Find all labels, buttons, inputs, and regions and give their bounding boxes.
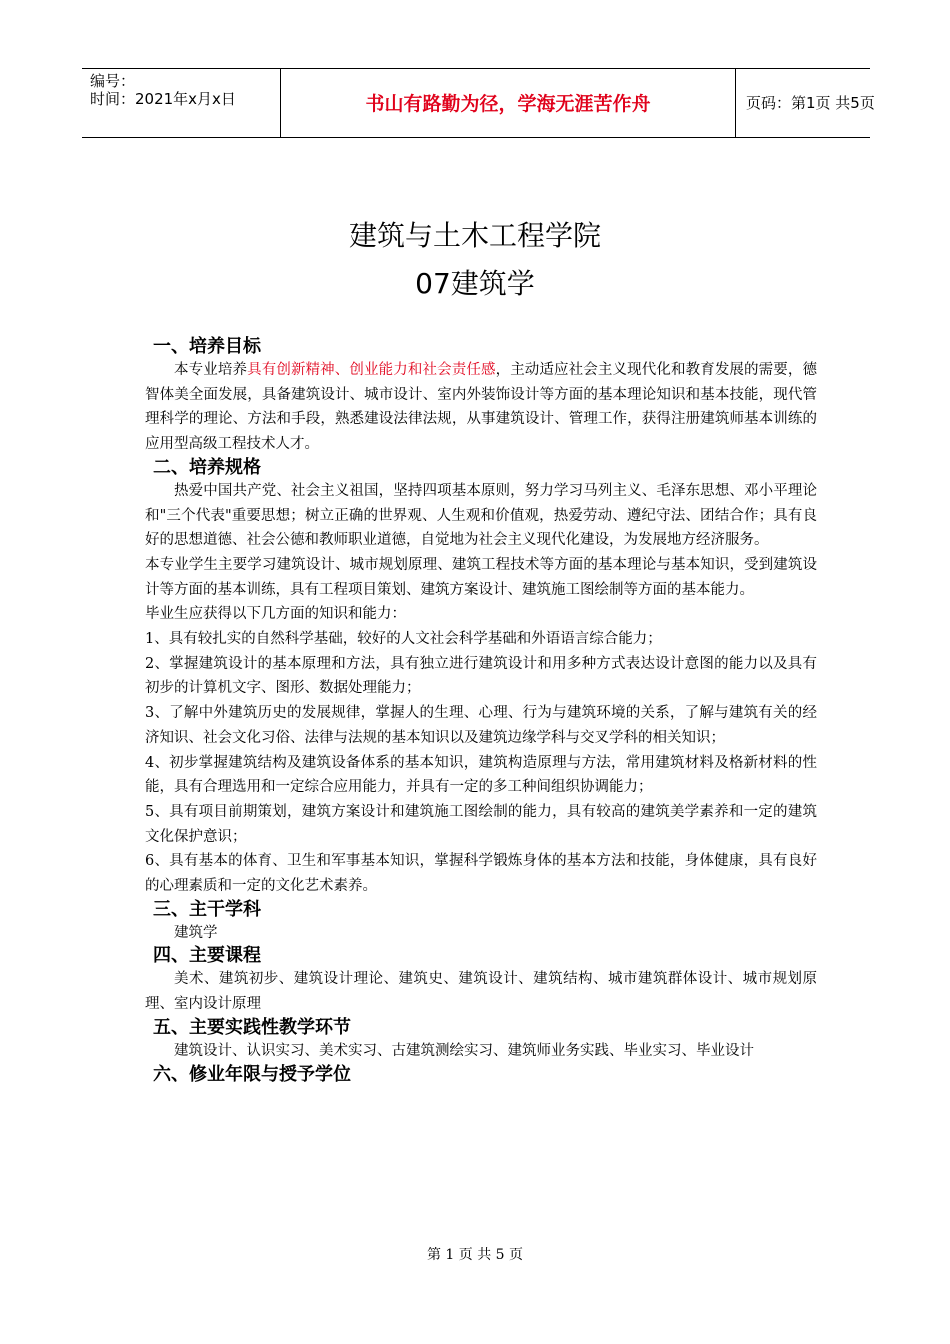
- header-right-cell: [736, 69, 875, 137]
- specs-paragraph-1: 热爱中国共产党、社会主义祖国，坚持四项基本原则，努力学习马列主义、毛泽东思想、邓小平理论和"三个代表"重要思想；树立正确的世界观、人生观和价值观，热爱劳动、遵纪守法、团结合作；具有良好的思想道德、社会公德和教师职业道德，自觉地为社会主义现代化建设，为发展地方经济服务。: [145, 482, 817, 549]
- specs-item-4: 4、初步掌握建筑结构及建筑设备体系的基本知识，建筑构造原理与方法，常用建筑材料及格新材料的性能，具有合理选用和一定综合应用能力，并具有一定的多工种间组织协调能力；: [145, 754, 817, 796]
- section-heading-training-specs: 二、培养规格: [153, 456, 261, 478]
- main-courses-text: 美术、建筑初步、建筑设计理论、建筑史、建筑设计、建筑结构、城市建筑群体设计、城市规划原理、室内设计原理: [145, 971, 817, 1013]
- header-left-cell: [82, 69, 281, 137]
- number-label: 编号：: [90, 72, 136, 90]
- header-middle-cell: [281, 69, 736, 137]
- specs-paragraph-2: 本专业学生主要学习建筑设计、城市规划原理、建筑工程技术等方面的基本理论与基本知识，受到建筑设计等方面的基本训练，具有工程项目策划、建筑方案设计、建筑施工图绘制等方面的基本能力。: [145, 556, 817, 598]
- header-motto: 书山有路勤为径，学海无涯苦作舟: [365, 93, 651, 115]
- specs-item-1: 1、具有较扎实的自然科学基础，较好的人文社会科学基础和外语语言综合能力；: [145, 631, 662, 648]
- goals-text-pre: 本专业培养: [174, 362, 248, 378]
- page-footer: 第 1 页 共 5 页: [426, 1247, 524, 1263]
- specs-item-6: 6、具有基本的体育、卫生和军事基本知识，掌握科学锻炼身体的基本方法和技能，身体健康，具有良好的心理素质和一定的文化艺术素养。: [145, 853, 817, 895]
- specs-paragraph-3: 毕业生应获得以下几方面的知识和能力：: [145, 606, 406, 623]
- school-title: 建筑与土木工程学院: [348, 219, 601, 252]
- specs-item-5: 5、具有项目前期策划，建筑方案设计和建筑施工图绘制的能力，具有较高的建筑美学素养和一定的建筑文化保护意识；: [145, 803, 817, 845]
- page-header: [82, 68, 875, 138]
- goals-highlight: 具有创新精神、创业能力和社会责任感: [247, 362, 496, 378]
- section-heading-main-discipline: 三、主干学科: [153, 898, 261, 920]
- section-heading-main-courses: 四、主要课程: [153, 945, 261, 967]
- training-goals-paragraph: [145, 358, 817, 457]
- goals-text-post: ，主动适应社会主义现代化和教育发展的需要，德智体美全面发展，具备建筑设计、城市设计、室内外装饰设计等方面的基本理论知识和基本技能，现代管理科学的理论、方法和手段，熟悉建设法律法规，从事建筑设计、管理工作，获得注册建筑师基本训练的应用型高级工程技术人才。: [145, 362, 818, 453]
- document-body: [145, 336, 817, 1086]
- section-heading-duration-degree: 六、修业年限与授予学位: [153, 1063, 351, 1085]
- section-heading-practice: 五、主要实践性教学环节: [153, 1016, 351, 1038]
- main-discipline-text: 建筑学: [174, 924, 218, 941]
- section-heading-training-goals: 一、培养目标: [153, 336, 261, 357]
- specs-item-3: 3、了解中外建筑历史的发展规律，掌握人的生理、心理、行为与建筑环境的关系，了解与建筑有关的经济知识、社会文化习俗、法律与法规的基本知识以及建筑边缘学科与交叉学科的相关知识；: [145, 705, 817, 746]
- specs-item-2: 2、掌握建筑设计的基本原理和方法，具有独立进行建筑设计和用多种方式表达设计意图的能力以及具有初步的计算机文字、图形、数据处理能力；: [145, 655, 817, 697]
- time-label: 时间：2021年x月x日: [90, 90, 236, 108]
- practice-text: 建筑设计、认识实习、美术实习、古建筑测绘实习、建筑师业务实践、毕业实习、毕业设计: [174, 1042, 754, 1059]
- major-title: 07建筑学: [415, 267, 535, 300]
- header-page-info: 页码：第1页 共5页: [746, 94, 875, 112]
